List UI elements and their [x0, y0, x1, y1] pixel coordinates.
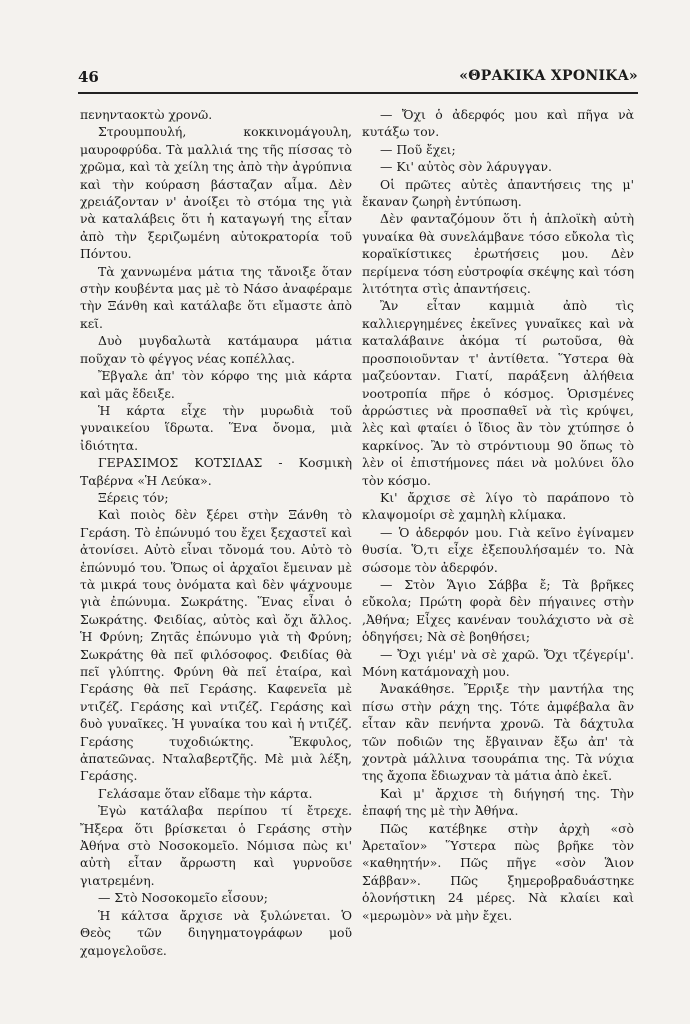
dialogue-line: — Ὄχι ὁ ἀδερφός μου καὶ πῆγα νὰ κυτάξω τον. — [362, 107, 634, 140]
paragraph: Κι' ἄρχισε σὲ λίγο τὸ παράπονο τὸ κλαψομοίρι σὲ χαμηλὴ κλίμακα. — [362, 489, 634, 523]
paragraph: Πῶς κατέβηκε στὴν ἀρχὴ «σὸ Ἀρεταῖον» Ὕστερα πὼς βρῆκε τὸν «καθηητήν». Πῶς πῆγε «σὸν Ἅιον Σάββαν». Πῶς ξημεροβραδυάστηκε ὁλονήστικη 24 μέρες. Νὰ κλαίει καὶ «μερωμὸν» νὰ μὴν ἔχει. — [362, 820, 634, 923]
tavern-card-heading: ΓΕΡΑΣΙΜΟΣ ΚΟΤΣΙΔΑΣ - Κοσμικὴ Ταβέρνα «Ἡ Λεύκα». — [80, 455, 352, 488]
dialogue-line: — Κι' αὐτὸς σὸν λάρυγγαν. — [380, 159, 552, 175]
dialogue-line: — Ὄχι γιέμ' νὰ σὲ χαρῶ. Ὄχι τζέγερίμ'. Μόνη κατάμοναχὴ μου. — [362, 646, 634, 679]
paragraph: Δυὸ μυγδαλωτὰ κατάμαυρα μάτια ποῦχαν τὸ φέγγος νέας κοπέλλας. — [80, 333, 352, 366]
paragraph: Γελάσαμε ὅταν εἴδαμε τὴν κάρτα. — [98, 785, 313, 801]
right-column — [362, 106, 634, 924]
paragraph: Δὲν φανταζόμουν ὅτι ἡ ἁπλοϊκὴ αὐτὴ γυναίκα θὰ συνελάμβανε τόσο εὔκολα τὶς κοραϊκίστικες ἐρωτήσεις μου. Δὲν περίμενα τόση εὐστροφία σκέψης καὶ τόση λιτότητα στὶς ἀπαντήσεις. — [362, 211, 634, 297]
paragraph: Ἂν εἶταν καμμιὰ ἀπὸ τὶς καλλιεργημένες ἐκεῖνες γυναῖκες καὶ νὰ καταλάβαινε ἀκόμα τί ρωτοῦσα, θὰ προσποιοῦνταν τ' ἀντίθετα. Ὕστερα θὰ μαζεύονταν. Γιατί, παράξενη ἀλήθεια νοοτροπία πῆρε ὁ κόσμος. Ὁρισμένες ἀρρώστιες νὰ προσπαθεῖ νὰ τὶς κρύψει, λὲς καὶ φταίει ὁ ἴδιος ἂν τὸν χτύπησε ὁ καρκίνος. Ἂν τὸ στρόντιουμ 90 ὅπως τὸ λὲν οἱ ἐπιστήμονες πάει νὰ μολύνει ὅλο τὸν κόσμο. — [362, 298, 634, 488]
paragraph: Τὰ χαννωμένα μάτια της τἄνοιξε ὅταν στὴν κουβέντα μας μὲ τὸ Νάσο ἀναφέραμε τὴν Ξάνθη καὶ κατάλαβε ὅτι εἴμαστε ἀπὸ κεῖ. — [80, 263, 352, 331]
dialogue-line: — Στὸν Ἅγιο Σάββα ἔ; Τὰ βρῆκες εὔκολα; Πρώτη φορὰ δὲν πήγαινες στὴν ,Ἀθήνα; Εἶχες κανέναν τουλάχιστο νὰ σὲ ὁδηγήσει; Νὰ σὲ βοηθήσει; — [362, 576, 634, 645]
paragraph: Καὶ ποιὸς δὲν ξέρει στὴν Ξάνθη τὸ Γεράση. Τὸ ἐπώνυμό του ἔχει ξεχαστεῖ καὶ ἀτονίσει. Αὐτὸ εἶναι τὄνομά του. Αὐτὸ τὸ ἐπώνυμό του. Ὅπως οἱ ἀρχαῖοι ἔμειναν μὲ τὰ μικρά τους ὀνόματα καὶ δὲν ψάχνουμε γιὰ ἐπώνυμα. Σωκράτης. Ἕνας εἶναι ὁ Σωκράτης. Φειδίας, αὐτὸς καὶ ὄχι ἄλλος. Ἡ Φρύνη; Ζητᾶς ἐπώνυμο γιὰ τὴ Φρύνη; Σωκράτης θὰ πεῖ φιλόσοφος. Φειδίας θὰ πεῖ γλύπτης. Φρύνη θὰ πεῖ ἑταίρα, καὶ Γεράσης θὰ πεῖ Γεράσης. Καφενεῖα μὲ ντιζέζ. Γεράσης καὶ ντιζέζ. Γεράσης καὶ δυὸ γυναῖκες. Ἡ γυναίκα του καὶ ἡ ντιζέζ. Γεράσης τυχοδιώκτης. Ἔκφυλος, ἀπατεῶνας. Νταλαβερτζῆς. Μὲ μιὰ λέξη, Γεράσης. — [80, 507, 352, 784]
paragraph: Καὶ μ' ἄρχισε τὴ διήγησή της. Τὴν ἐπαφή της μὲ τὴν Ἀθήνα. — [362, 785, 634, 819]
header-rule — [78, 92, 638, 94]
paragraph: Στρουμπουλή, κοκκινομάγουλη, μαυροφρύδα. Τὰ μαλλιά της τῆς πίσσας τὸ χρῶμα, καὶ τὰ χείλη της ἀπὸ τὴν ἀγρύπνια καὶ τὴν κούραση βάσταζαν αἷμα. Δὲν χρειάζονταν ν' ἀνοίξει τὸ στόμα της γιὰ νὰ καταλάβεις ὅτι ἡ καταγωγή της εἶταν ἀπὸ τὴν ξεριζωμένη αὐτοκρατορία τοῦ Πόντου. — [80, 124, 352, 262]
paragraph: Ἡ κάλτσα ἄρχισε νὰ ξυλώνεται. Ὁ Θεὸς τῶν διηγηματογράφων μοῦ χαμογελοῦσε. — [80, 907, 352, 958]
page-header — [78, 68, 638, 90]
left-column — [80, 106, 352, 959]
journal-title: «ΘΡΑΚΙΚΑ ΧΡΟΝΙΚΑ» — [459, 68, 638, 84]
paragraph: πενηνταοκτὼ χρονῶ. — [80, 107, 213, 122]
paragraph: Ξέρεις τόν; — [98, 489, 169, 505]
paragraph: Ἔβγαλε ἀπ' τὸν κόρφο της μιὰ κάρτα καὶ μᾶς ἔδειξε. — [80, 368, 352, 401]
paragraph: Οἱ πρῶτες αὐτὲς ἀπαντήσεις της μ' ἔκαναν ζωηρὴ ἐντύπωση. — [362, 176, 634, 210]
paragraph: Ἀνακάθησε. Ἔρριξε τὴν μαντήλα της πίσω στὴν ράχη της. Τότε ἀμφέβαλα ἂν εἶταν κἂν πενήντα χρονῶ. Τὰ δάχτυλα τῶν ποδιῶν της ἔβγαιναν ἔξω ἀπ' τὰ χοντρὰ μάλλινα τσουράπια της. Τὰ νύχια της ἄχοπα ἔδιωχναν τὰ μάτια ἀπὸ ἐκεῖ. — [362, 681, 634, 784]
dialogue-line: — Ὁ ἀδερφόν μου. Γιὰ κεῖνο ἐγίναμεν θυσία. Ὅ,τι εἶχε ἐξεπουλήσαμέν το. Νὰ σώσομε τὸν ἀδερφόν. — [362, 524, 634, 575]
dialogue-line: — Στὸ Νοσοκομεῖο εἶσουν; — [98, 890, 268, 906]
paragraph: Ἡ κάρτα εἶχε τὴν μυρωδιὰ τοῦ γυναικείου ἵδρωτα. Ἕνα ὄνομα, μιὰ ἰδιότητα. — [80, 402, 352, 453]
dialogue-line: — Ποῦ ἔχει; — [380, 141, 456, 157]
page-number: 46 — [78, 68, 99, 86]
paragraph: Ἐγὼ κατάλαβα περίπου τί ἔτρεχε. Ἤξερα ὅτι βρίσκεται ὁ Γεράσης στὴν Ἀθήνα στὸ Νοσοκομεῖο. Νόμισα πὼς κι' αὐτὴ εἶταν ἄρρωστη καὶ γυρνοῦσε γιατρεμένη. — [80, 803, 352, 888]
